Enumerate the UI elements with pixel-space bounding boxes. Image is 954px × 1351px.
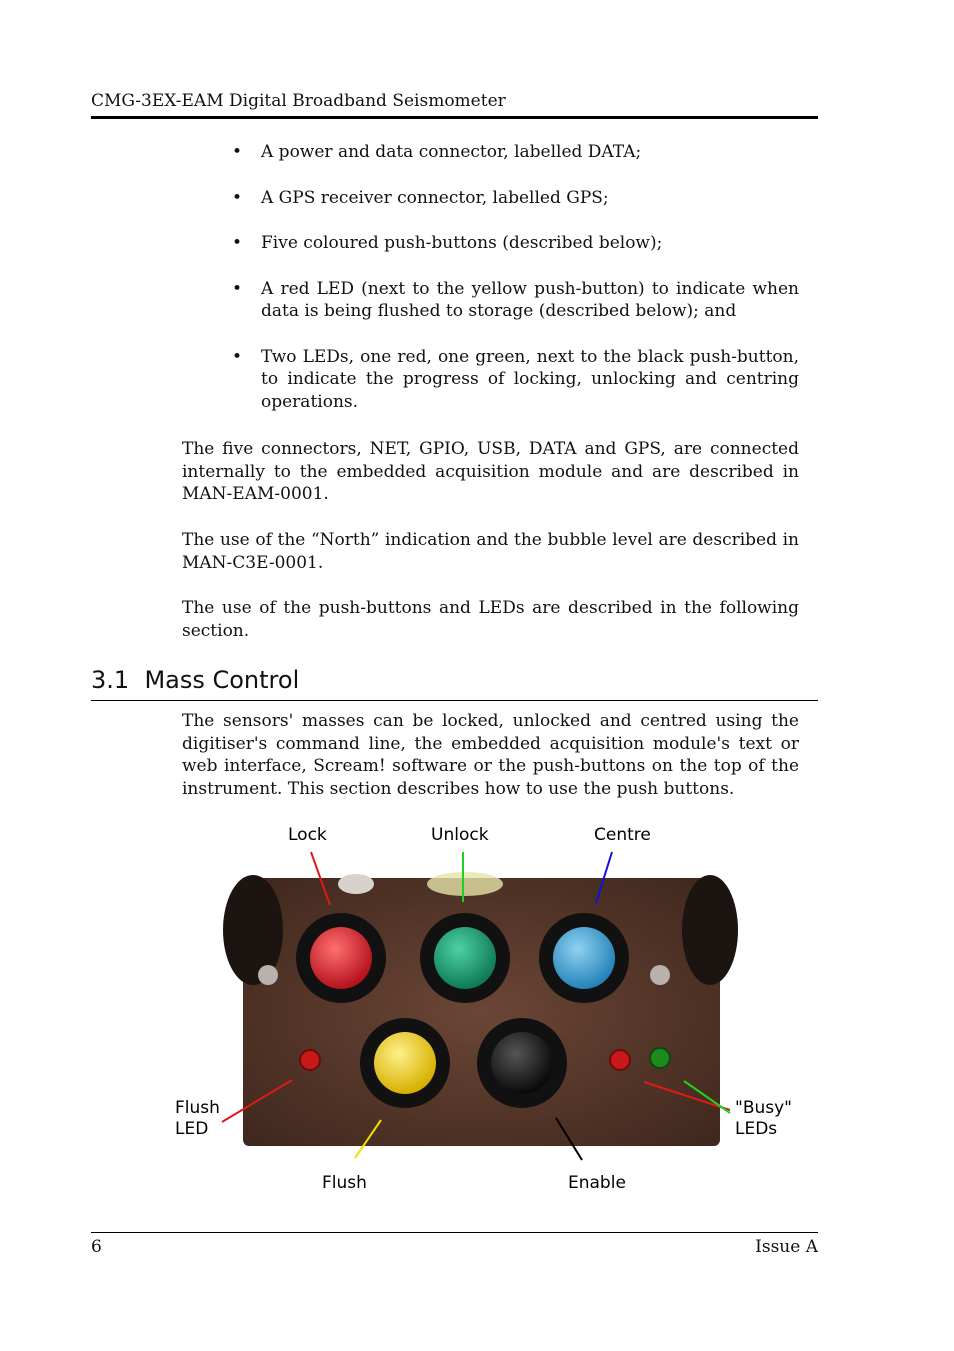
list-item xyxy=(182,187,799,210)
bullet-symbol: • xyxy=(232,142,243,162)
list-item xyxy=(182,232,799,255)
page-number: 6 xyxy=(91,1237,102,1257)
issue-label: Issue A xyxy=(755,1237,818,1257)
list-item xyxy=(182,278,799,323)
header-rule xyxy=(91,116,818,119)
label-unlock: Unlock xyxy=(431,825,489,845)
section-title: Mass Control xyxy=(144,666,300,694)
centre-button xyxy=(539,913,629,1003)
screw-icon xyxy=(650,965,670,985)
label-enable: Enable xyxy=(568,1173,626,1193)
list-item-text: A power and data connector, labelled DATA; xyxy=(261,142,642,162)
label-busy-leds: LEDs xyxy=(735,1119,778,1139)
section-heading xyxy=(91,666,299,694)
flush-button xyxy=(360,1018,450,1108)
label-flush: Flush xyxy=(322,1173,367,1193)
label-lock: Lock xyxy=(288,825,327,845)
busy-led-red xyxy=(610,1050,630,1070)
bullet-symbol: • xyxy=(232,233,243,253)
flush-led xyxy=(300,1050,320,1070)
bullet-list xyxy=(182,141,799,436)
photo-panel xyxy=(223,872,738,1146)
list-item-text: A GPS receiver connector, labelled GPS; xyxy=(261,187,609,208)
list-item xyxy=(182,346,799,414)
list-item-text: Five coloured push-buttons (described below); xyxy=(261,233,663,253)
lock-button xyxy=(296,913,386,1003)
bullet-symbol: • xyxy=(232,187,243,208)
section-rule xyxy=(91,700,818,701)
enable-button xyxy=(477,1018,567,1108)
label-flush-led: LED xyxy=(175,1119,209,1139)
unlock-button xyxy=(420,913,510,1003)
label-busy-leds: "Busy" xyxy=(735,1098,792,1118)
list-item-text: Two LEDs, one red, one green, next to the black push-button, to indicate the progress of locking, unlocking and centring operations. xyxy=(261,346,799,412)
push-button-figure xyxy=(160,815,820,1200)
body-paragraph: The use of the “North” indication and the bubble level are described in MAN-C3E-0001. xyxy=(182,530,799,573)
top-highlight xyxy=(427,872,503,896)
header-title: CMG-3EX-EAM Digital Broadband Seismometer xyxy=(91,91,506,111)
label-centre: Centre xyxy=(594,825,651,845)
screw-icon xyxy=(258,965,278,985)
connector-right xyxy=(682,875,738,985)
body-paragraph: The five connectors, NET, GPIO, USB, DATA and GPS, are connected internally to the embedded acquisition module and are described in MAN-EAM-0001. xyxy=(182,439,799,504)
bullet-symbol: • xyxy=(232,346,243,367)
busy-led-green xyxy=(650,1048,670,1068)
top-highlight xyxy=(338,874,374,894)
label-flush-led: Flush xyxy=(175,1098,220,1118)
list-item xyxy=(182,141,799,164)
bullet-symbol: • xyxy=(232,278,243,299)
body-paragraph: The use of the push-buttons and LEDs are described in the following section. xyxy=(182,598,799,641)
section-number: 3.1 xyxy=(91,666,130,694)
section-paragraph: The sensors' masses can be locked, unlocked and centred using the digitiser's command line, the embedded acquisition module's text or web interface, Scream! software or the push-buttons on the top of the instrument. This section describes how to use the push buttons. xyxy=(182,711,799,799)
list-item-text: A red LED (next to the yellow push-button) to indicate when data is being flushed to storage (described below); and xyxy=(261,278,799,321)
footer-rule xyxy=(91,1232,818,1233)
